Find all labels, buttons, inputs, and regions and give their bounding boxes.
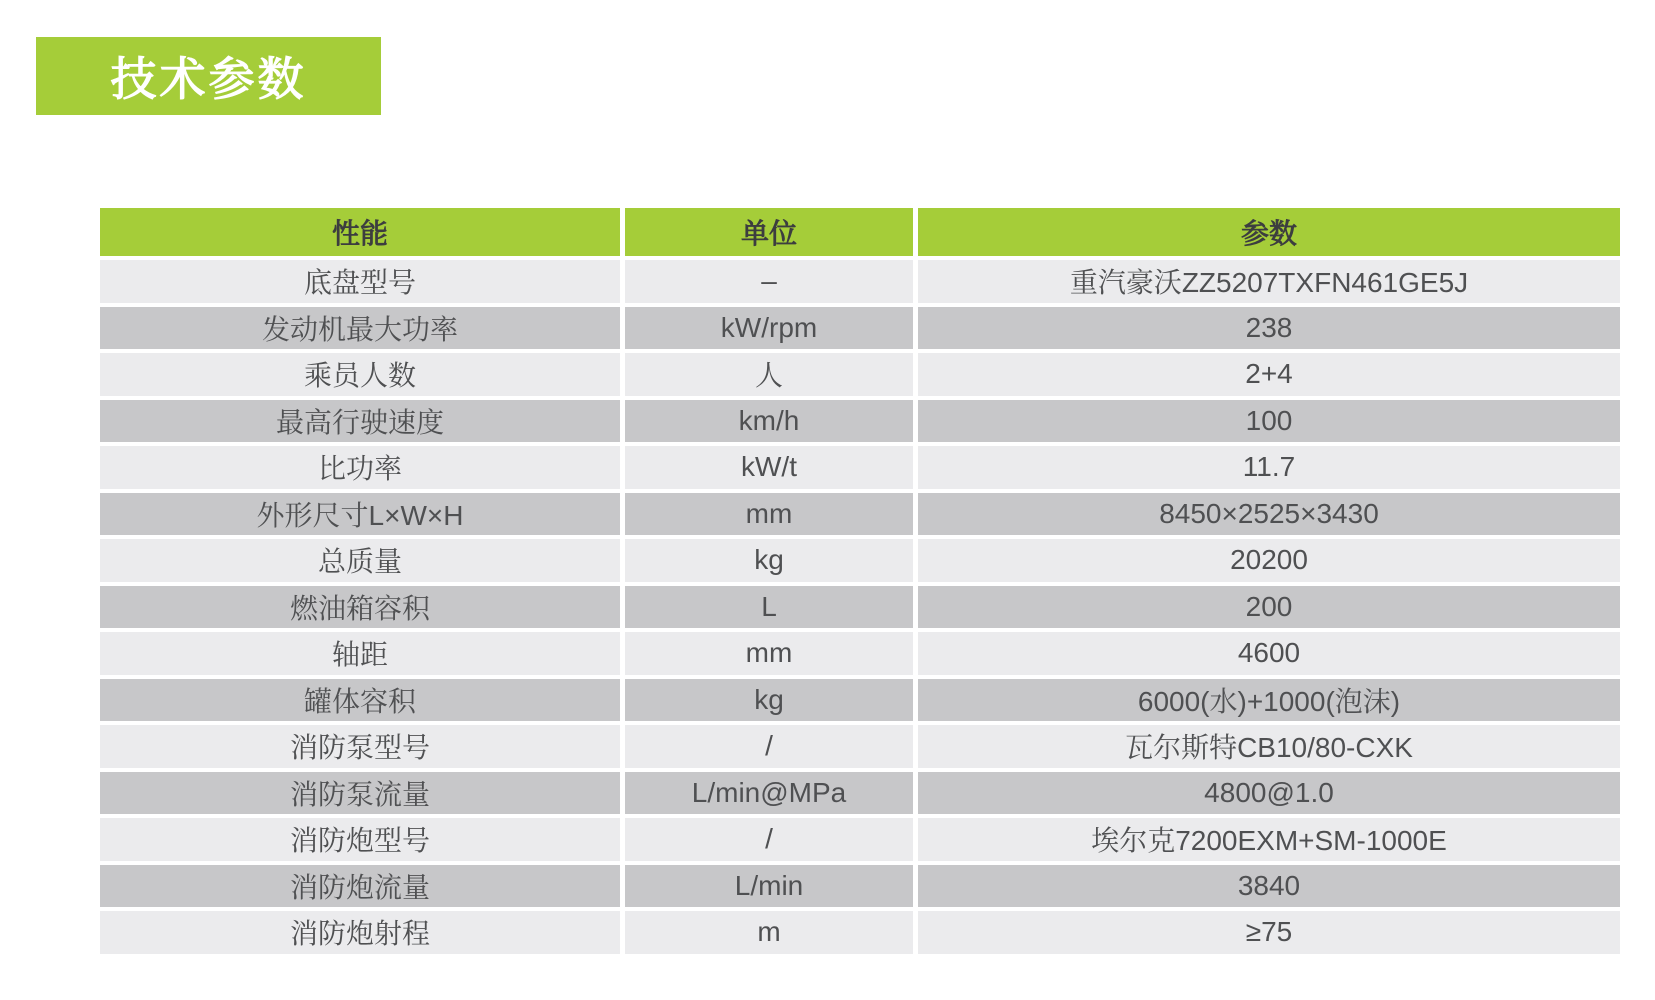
spec-cell-property: 发动机最大功率 bbox=[100, 307, 620, 350]
spec-cell-unit: mm bbox=[625, 493, 913, 536]
spec-cell-value: 重汽豪沃ZZ5207TXFN461GE5J bbox=[918, 260, 1620, 303]
spec-cell-value: 瓦尔斯特CB10/80-CXK bbox=[918, 725, 1620, 768]
spec-cell-value: 20200 bbox=[918, 539, 1620, 582]
spec-cell-unit: kW/rpm bbox=[625, 307, 913, 350]
spec-cell-property: 最高行驶速度 bbox=[100, 400, 620, 443]
spec-cell-unit: L/min bbox=[625, 865, 913, 908]
spec-cell-value: 238 bbox=[918, 307, 1620, 350]
spec-cell-property: 罐体容积 bbox=[100, 679, 620, 722]
spec-cell-property: 轴距 bbox=[100, 632, 620, 675]
spec-table bbox=[100, 208, 1620, 954]
spec-cell-unit: L/min@MPa bbox=[625, 772, 913, 815]
spec-cell-property: 消防炮射程 bbox=[100, 911, 620, 954]
spec-cell-value: 2+4 bbox=[918, 353, 1620, 396]
spec-cell-property: 消防炮流量 bbox=[100, 865, 620, 908]
spec-cell-property: 燃油箱容积 bbox=[100, 586, 620, 629]
column-header-value: 参数 bbox=[918, 208, 1620, 256]
spec-cell-unit: km/h bbox=[625, 400, 913, 443]
spec-cell-property: 外形尺寸L×W×H bbox=[100, 493, 620, 536]
spec-cell-value: 8450×2525×3430 bbox=[918, 493, 1620, 536]
spec-cell-value: 埃尔克7200EXM+SM-1000E bbox=[918, 818, 1620, 861]
spec-cell-unit: kg bbox=[625, 539, 913, 582]
column-header-property: 性能 bbox=[100, 208, 620, 256]
spec-cell-property: 总质量 bbox=[100, 539, 620, 582]
spec-cell-value: 100 bbox=[918, 400, 1620, 443]
column-header-unit: 单位 bbox=[625, 208, 913, 256]
spec-cell-value: ≥75 bbox=[918, 911, 1620, 954]
spec-cell-value: 4800@1.0 bbox=[918, 772, 1620, 815]
spec-cell-unit: L bbox=[625, 586, 913, 629]
spec-cell-value: 4600 bbox=[918, 632, 1620, 675]
spec-cell-property: 消防炮型号 bbox=[100, 818, 620, 861]
spec-cell-property: 乘员人数 bbox=[100, 353, 620, 396]
spec-cell-value: 6000(水)+1000(泡沫) bbox=[918, 679, 1620, 722]
spec-cell-property: 比功率 bbox=[100, 446, 620, 489]
spec-cell-unit: – bbox=[625, 260, 913, 303]
spec-cell-unit: / bbox=[625, 725, 913, 768]
spec-cell-value: 3840 bbox=[918, 865, 1620, 908]
section-banner bbox=[36, 37, 381, 115]
spec-cell-value: 200 bbox=[918, 586, 1620, 629]
spec-cell-property: 底盘型号 bbox=[100, 260, 620, 303]
spec-cell-unit: kW/t bbox=[625, 446, 913, 489]
spec-cell-unit: kg bbox=[625, 679, 913, 722]
spec-cell-property: 消防泵流量 bbox=[100, 772, 620, 815]
spec-cell-unit: m bbox=[625, 911, 913, 954]
section-title: 技术参数 bbox=[110, 53, 307, 105]
spec-cell-unit: mm bbox=[625, 632, 913, 675]
spec-cell-unit: 人 bbox=[625, 353, 913, 396]
spec-cell-value: 11.7 bbox=[918, 446, 1620, 489]
spec-cell-unit: / bbox=[625, 818, 913, 861]
spec-cell-property: 消防泵型号 bbox=[100, 725, 620, 768]
